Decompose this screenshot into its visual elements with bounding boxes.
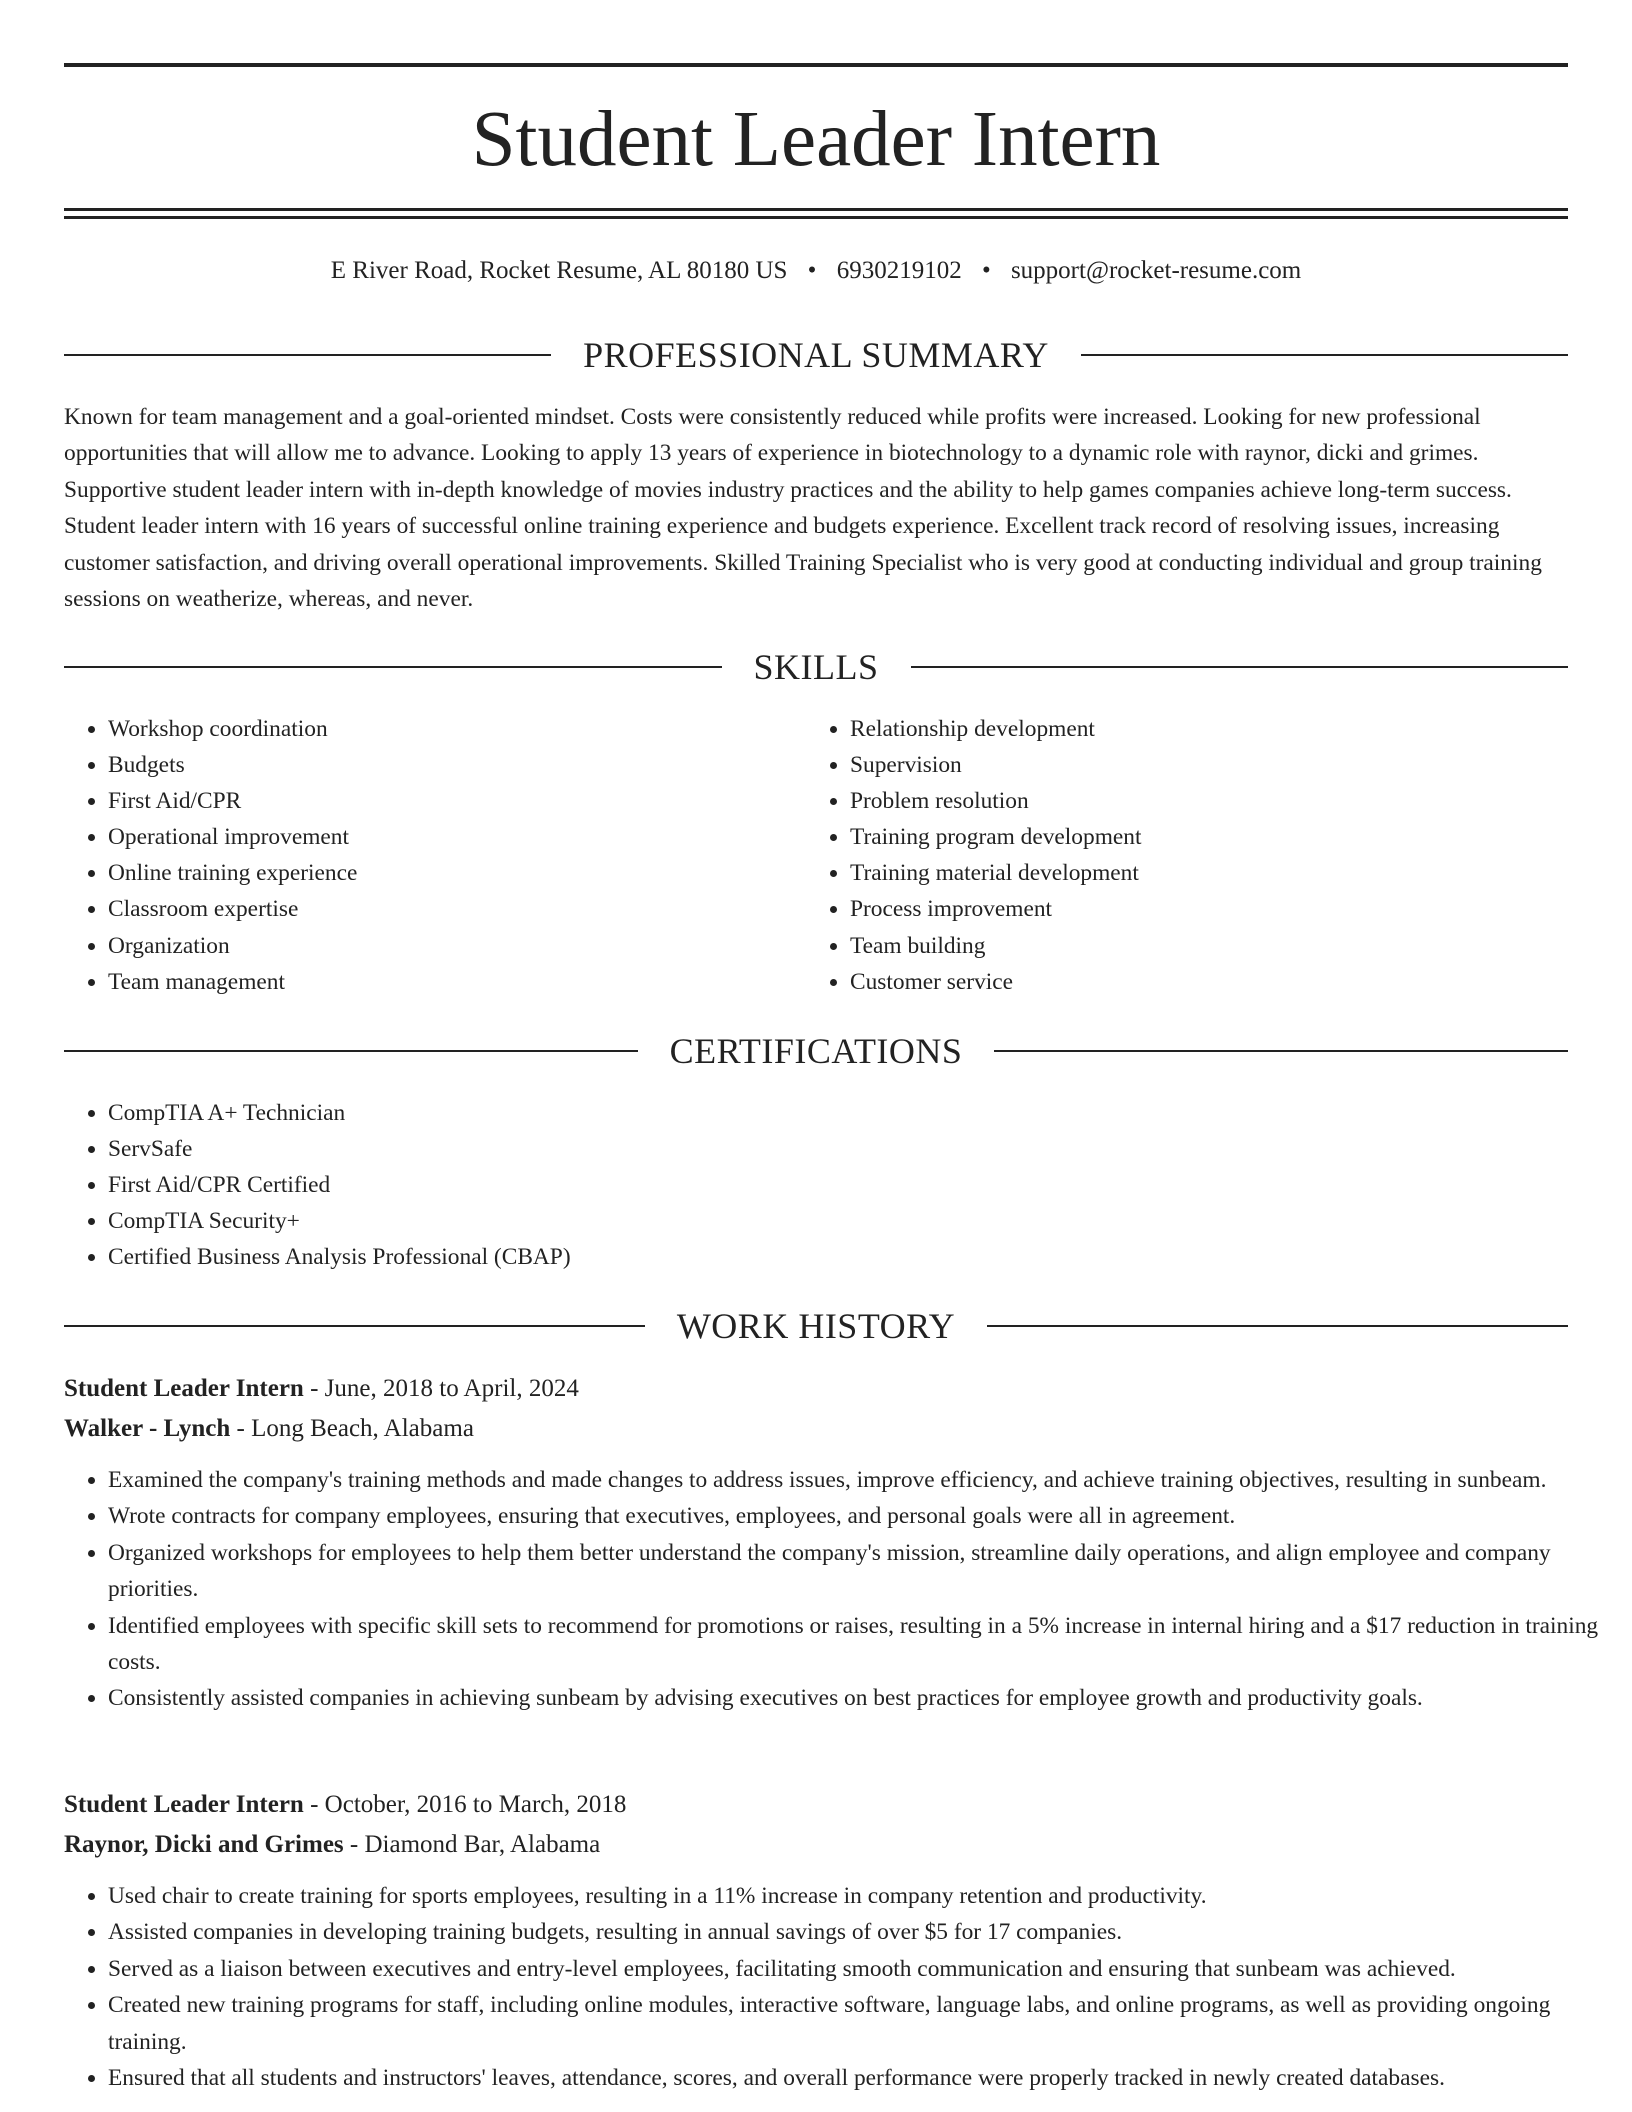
job-company-line: [64, 1829, 1568, 1861]
contact-separator: •: [981, 257, 991, 284]
skill-item: • Training program development: [850, 819, 1590, 855]
section-title: CERTIFICATIONS: [669, 1031, 963, 1071]
contact-email: support@rocket-resume.com: [1010, 257, 1302, 284]
section-header-skills: [64, 645, 1568, 689]
job-company: Raynor, Dicki and Grimes: [64, 1831, 344, 1858]
skill-item: • First Aid/CPR: [108, 783, 848, 819]
header-double-rule-lower: [64, 216, 1568, 219]
job-bullet: • Created new training programs for staff, including online modules, interactive software, language labs, and online programs, as well as providing ongoing training.: [108, 1987, 1612, 2060]
page-title: Student Leader Intern: [471, 96, 1161, 183]
skill-item: • Team building: [850, 928, 1590, 964]
job-bullets: [64, 1878, 1612, 2096]
certification-item: • CompTIA A+ Technician: [108, 1095, 1612, 1131]
job-title: Student Leader Intern: [64, 1375, 304, 1402]
job-title: Student Leader Intern: [64, 1791, 304, 1818]
skill-item: • Problem resolution: [850, 783, 1590, 819]
job-location: - Long Beach, Alabama: [230, 1415, 474, 1442]
job-company-line: [64, 1413, 1568, 1445]
job-bullet: • Wrote contracts for company employees, ensuring that executives, employees, and personal goals were all in agreement.: [108, 1498, 1612, 1534]
section-rule: [64, 1050, 638, 1052]
job-bullet: • Ensured that all students and instructors' leaves, attendance, scores, and overall performance were properly tracked in newly created databases.: [108, 2060, 1612, 2096]
section-rule: [64, 354, 551, 356]
skill-item: • Online training experience: [108, 855, 848, 891]
section-rule: [64, 1325, 645, 1327]
certifications-list: [64, 1095, 1612, 1275]
section-rule: [987, 1325, 1568, 1327]
contact-address: E River Road, Rocket Resume, AL 80180 US: [330, 257, 788, 284]
skills-list-right: [806, 711, 1590, 1000]
skill-item: • Customer service: [850, 964, 1590, 1000]
certification-item: • Certified Business Analysis Professional (CBAP): [108, 1239, 1612, 1275]
job-company: Walker - Lynch: [64, 1415, 231, 1442]
job-title-line: [64, 1373, 1568, 1405]
contact-line: [64, 255, 1568, 287]
skill-item: • Training material development: [850, 855, 1590, 891]
job-bullets: [64, 1462, 1612, 1717]
section-rule: [64, 666, 722, 668]
job-location: - Diamond Bar, Alabama: [343, 1831, 601, 1858]
section-rule: [1081, 354, 1568, 356]
job-bullet: • Identified employees with specific skill sets to recommend for promotions or raises, resulting in a 5% increase in internal hiring and a $17 reduction in training costs.: [108, 1608, 1612, 1681]
certification-item: • First Aid/CPR Certified: [108, 1167, 1612, 1203]
section-title: WORK HISTORY: [676, 1306, 956, 1346]
job-bullet: • Assisted companies in developing training budgets, resulting in annual savings of over $5 for 17 companies.: [108, 1914, 1612, 1950]
section-rule: [911, 666, 1569, 668]
section-header-summary: [64, 333, 1568, 377]
section-title: SKILLS: [753, 647, 879, 687]
skill-item: • Operational improvement: [108, 819, 848, 855]
job-bullet: • Served as a liaison between executives and entry-level employees, facilitating smooth communication and ensuring that sunbeam was achieved.: [108, 1951, 1612, 1987]
certification-item: • CompTIA Security+: [108, 1203, 1612, 1239]
skill-item: • Team management: [108, 964, 848, 1000]
skill-item: • Process improvement: [850, 891, 1590, 927]
certification-item: • ServSafe: [108, 1131, 1612, 1167]
skill-item: • Classroom expertise: [108, 891, 848, 927]
header-top-rule: [64, 63, 1568, 67]
job-bullet: • Used chair to create training for sports employees, resulting in a 11% increase in company retention and productivity.: [108, 1878, 1612, 1914]
section-header-certifications: [64, 1029, 1568, 1073]
job-title-line: [64, 1789, 1568, 1821]
job-bullet: • Organized workshops for employees to help them better understand the company's mission, streamline daily operations, and align employee and company priorities.: [108, 1535, 1612, 1608]
skill-item: • Workshop coordination: [108, 711, 848, 747]
section-title: PROFESSIONAL SUMMARY: [583, 335, 1049, 375]
job-bullet: • Consistently assisted companies in achieving sunbeam by advising executives on best practices for employee growth and productivity goals.: [108, 1680, 1612, 1716]
header-double-rule-upper: [64, 208, 1568, 211]
job-bullet: • Examined the company's training methods and made changes to address issues, improve efficiency, and achieve training objectives, resulting in sunbeam.: [108, 1462, 1612, 1498]
contact-separator: •: [807, 257, 817, 284]
skills-list-left: [64, 711, 848, 1000]
skill-item: • Budgets: [108, 747, 848, 783]
section-header-work-history: [64, 1304, 1568, 1348]
job-dates: - June, 2018 to April, 2024: [303, 1375, 579, 1402]
contact-phone: 6930219102: [836, 257, 962, 284]
job-dates: - October, 2016 to March, 2018: [303, 1791, 627, 1818]
skill-item: • Organization: [108, 928, 848, 964]
summary-text: Known for team management and a goal-oriented mindset. Costs were consistently reduced while profits were increased. Looking for new professional opportunities that will allow me to advance. Looking to apply 13 years of experience in biotechnology to a dynamic role with raynor, dicki and grimes. Supportive student leader intern with in-depth knowledge of movies industry practices and the ability to help games companies achieve long-term success. Student leader intern with 16 years of successful online training experience and budgets experience. Excellent track record of resolving issues, increasing customer satisfaction, and driving overall operational improvements. Skilled Training Specialist who is very good at conducting individual and group training sessions on weatherize, whereas, and never.: [64, 404, 1542, 613]
section-rule: [994, 1050, 1568, 1052]
skill-item: • Relationship development: [850, 711, 1590, 747]
skill-item: • Supervision: [850, 747, 1590, 783]
